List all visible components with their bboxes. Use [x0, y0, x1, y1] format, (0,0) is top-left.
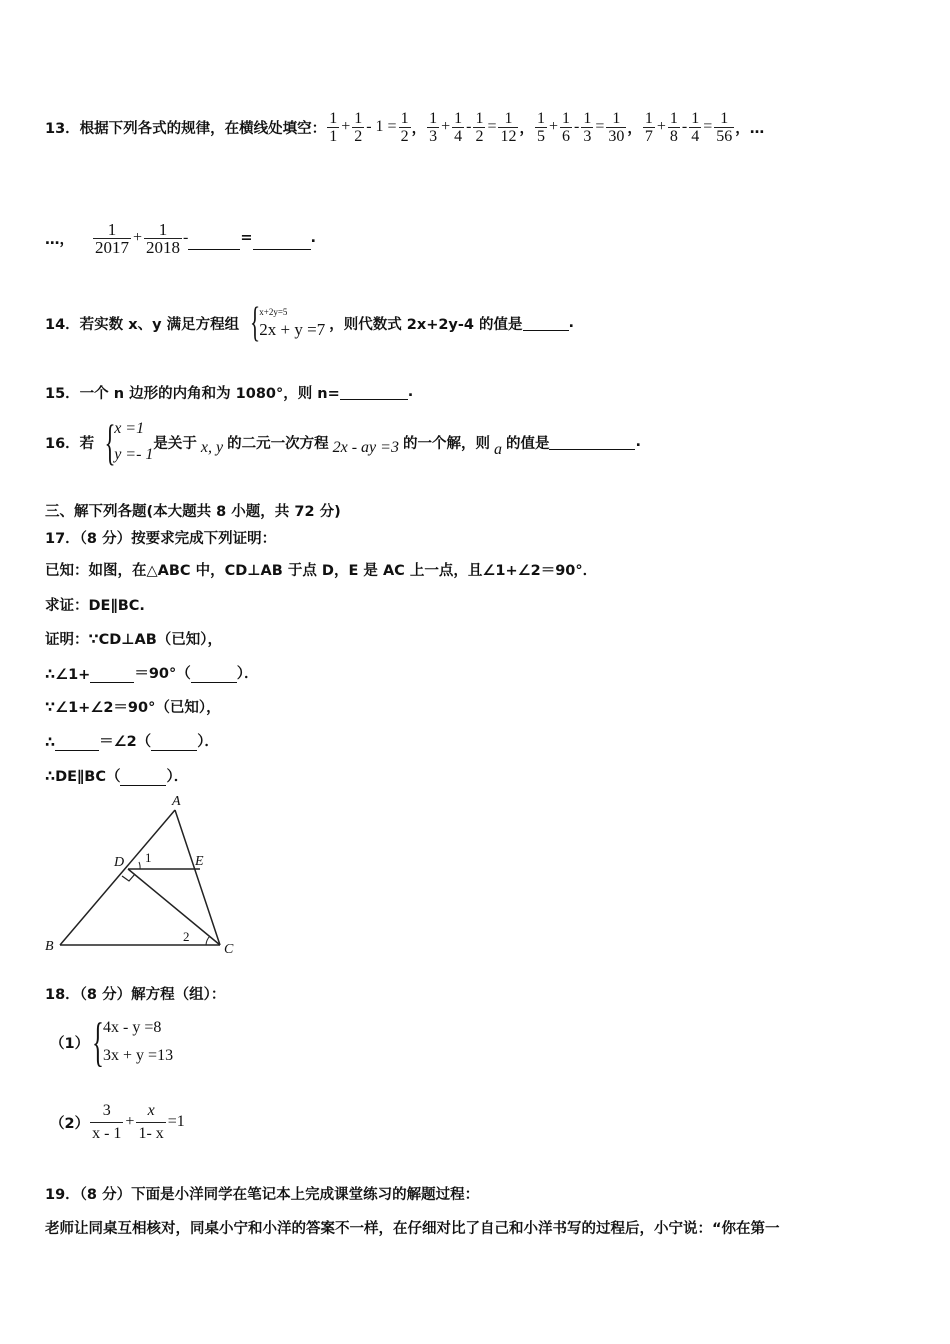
frac: $\frac{1}{2}$: [354, 109, 363, 145]
q17-proof-4: ∴ ＝∠2（ ）．: [45, 734, 219, 751]
q18-title: 18．（8 分）解方程（组）：: [45, 987, 226, 1003]
angle-2-arc: [206, 936, 210, 945]
answer-blank[interactable]: [253, 233, 311, 250]
label-b: B: [45, 939, 54, 954]
angle-1-arc: [139, 862, 140, 869]
side-ab: [60, 810, 175, 945]
answer-blank[interactable]: [523, 316, 569, 331]
label-e: E: [195, 854, 204, 869]
q19-title: 19．（8 分）下面是小洋同学在笔记本上完成课堂练习的解题过程：: [45, 1187, 480, 1203]
label-a: A: [172, 794, 181, 809]
q13-label: 13．根据下列各式的规律，在横线处填空：: [45, 120, 327, 137]
side-ac: [175, 810, 220, 945]
q13-tail: ，…: [735, 120, 765, 137]
label-angle-2: 2: [183, 929, 190, 944]
q17-proof-1: 证明：∵CD⊥AB（已知），: [45, 632, 223, 648]
label-c: C: [224, 942, 234, 957]
equation-2: 3x + y =13: [103, 1047, 174, 1064]
q14: 14．若实数 x、y 满足方程组 { x+2y=5 2x + y =7 ，则代数式 2x+2y-4 的值是 .: [45, 300, 575, 346]
q19-line2: 老师让同桌互相核对，同桌小宁和小洋的答案不一样，在仔细对比了自己和小洋书写的过程后，小宁说：“你在第一: [45, 1221, 780, 1237]
section-heading: 三、解下列各题(本大题共 8 小题，共 72 分): [45, 504, 341, 520]
frac: $\frac{1}{2}$: [400, 109, 409, 145]
q17-known: 已知：如图，在△ABC 中，CD⊥AB 于点 D，E 是 AC 上一点，且∠1+∠2＝90°．: [45, 563, 598, 579]
answer-blank[interactable]: [191, 668, 237, 683]
answer-blank[interactable]: [549, 435, 635, 450]
label-d: D: [114, 855, 125, 870]
answer-blank[interactable]: [90, 668, 134, 683]
answer-blank[interactable]: [188, 233, 240, 250]
q18-part-2: （2） $\frac{3}{x - 1}$ + $\frac{x}{1- x}$ =1: [50, 1097, 186, 1147]
q13-line2: …， $\frac{1}{2017}$ + $\frac{1}{2018}$ - = .: [45, 219, 317, 257]
right-angle-mark: [122, 874, 135, 881]
q14-system: { x+2y=5 2x + y =7: [250, 300, 326, 346]
label-angle-1: 1: [145, 850, 152, 865]
q16: 16．若 { x =1 y =- 1 是关于 x, y 的二元一次方程 2x - ay =3 的一个解，则 a 的值是 .: [45, 414, 641, 470]
segment-cd: [128, 869, 220, 945]
equation-1: 4x - y =8: [103, 1019, 162, 1036]
q16-system: { x =1 y =- 1: [104, 414, 154, 470]
q15: 15．一个 n 边形的内角和为 1080°，则 n= .: [45, 384, 414, 402]
q17-proof-3: ∵∠1+∠2＝90°（已知），: [45, 700, 221, 716]
q17-prove: 求证：DE∥BC.: [45, 598, 145, 614]
answer-blank[interactable]: [340, 385, 408, 400]
frac: $\frac{1}{1}$: [329, 109, 338, 145]
answer-blank[interactable]: [151, 736, 197, 751]
answer-blank[interactable]: [55, 736, 99, 751]
q18-part-1: （1） { 4x - y =8 3x + y =13: [50, 1012, 174, 1072]
q17-title: 17．（8 分）按要求完成下列证明：: [45, 531, 277, 547]
answer-blank[interactable]: [120, 771, 166, 786]
triangle-figure: [40, 790, 250, 960]
q17-proof-2: ∴∠1+ ＝90°（ ）．: [45, 666, 259, 683]
q13-line1: 13．根据下列各式的规律，在横线处填空： $\frac{1}{1}$ + $\frac{1}{2}$ - 1 = $\frac{1}{2}$ ， $\frac{1}{3}$ + $\frac{1}{4}$ - $\frac{1}{2}$ = $\frac{1}{12}$ ， $\frac{1}{5}$ + $\frac{1}{6}$ - $\frac{1}{3}$ = $\frac{1}{30}$ ， $\frac{1}{7}$ + $\frac{1}{8}$ - $\frac{1}{4}$ = $\frac{1}{56}$ ，…: [45, 109, 765, 145]
q17-proof-5: ∴DE∥BC（ ）．: [45, 769, 189, 785]
